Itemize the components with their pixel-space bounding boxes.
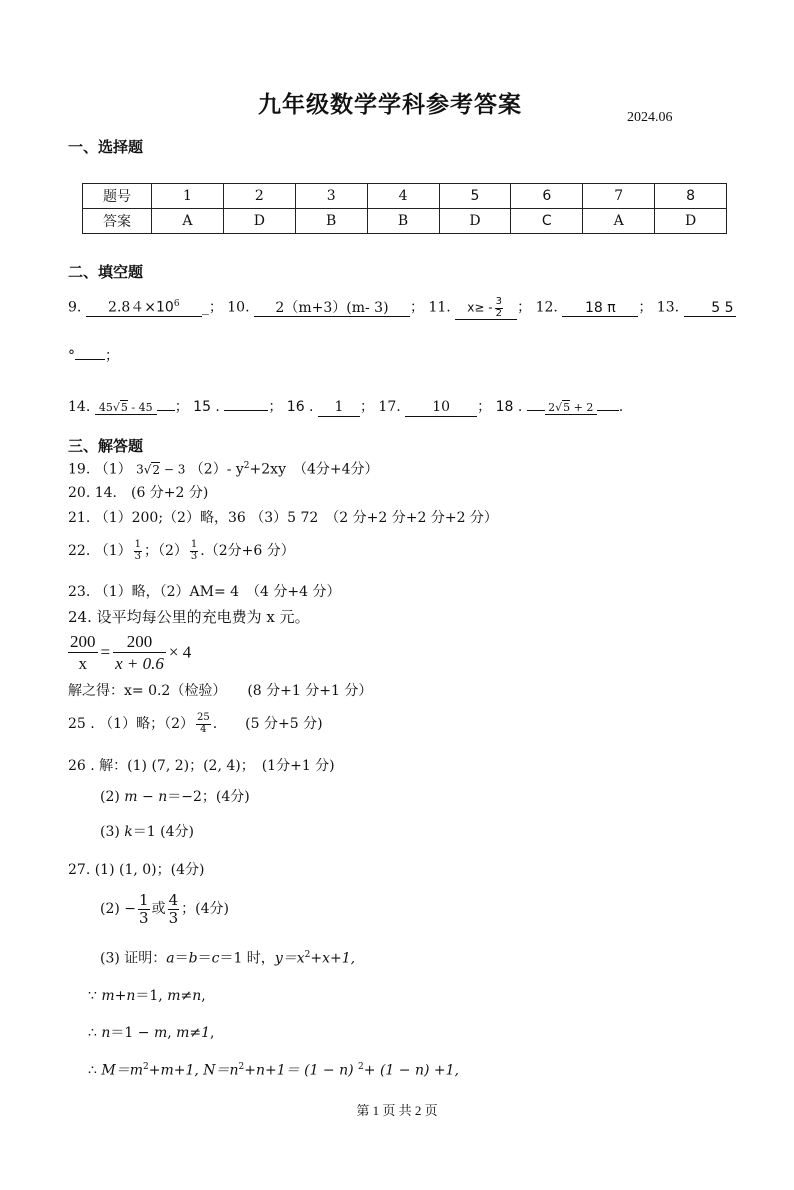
answer-text: ＝1 − [110, 1025, 154, 1041]
separator: ； [359, 399, 374, 415]
exponent: 2 [238, 1062, 245, 1072]
answer-text: .（2分+6 分） [200, 543, 295, 559]
fill-line-1-cont [68, 348, 119, 365]
fill-line-2 [68, 399, 623, 417]
answer-text: ∴ [88, 1025, 102, 1041]
denominator: x + 0.6 [115, 654, 164, 674]
answer-q17: 10 [405, 399, 477, 417]
exponent: 2 [243, 461, 250, 471]
answer-text: , [201, 988, 206, 1004]
fraction [168, 892, 180, 926]
answer-text: （2）- y [189, 461, 244, 478]
numerator: 25 [196, 712, 210, 723]
separator: . [618, 399, 624, 415]
fraction [495, 297, 503, 319]
answer-table [82, 183, 727, 234]
answer-q27-3 [100, 950, 355, 967]
answer-text: . (5 分+5 分) [212, 716, 323, 732]
answer-text: 3 [136, 462, 144, 477]
math-var: b [188, 950, 198, 967]
answer-q27-5 [88, 1025, 215, 1042]
radicand: 2 [152, 462, 161, 477]
answer-q21: 21. （1）200;（2）略，36 （3）5 72 （2 分+2 分+2 分+2 分） [68, 510, 498, 526]
answer-text: 25 . （1）略；（2） [68, 716, 194, 732]
section-fill: 二、填空题 [68, 263, 144, 281]
answer-text: ；(4分) [181, 901, 229, 917]
math-var: a [166, 950, 175, 967]
answer-q25 [68, 713, 323, 735]
exponent: 2 [142, 1062, 149, 1072]
answer-text: (2) − [100, 901, 137, 917]
page-date: 2024.06 [627, 110, 673, 125]
answer-text: +2xy （4分+4分） [249, 461, 379, 478]
answer-q27-2 [100, 892, 229, 926]
separator: ； [174, 399, 189, 415]
fill-line-1 [68, 297, 736, 320]
blank [157, 410, 175, 411]
table-cell: 1 [152, 184, 224, 209]
math-var: ＝m [115, 1062, 143, 1079]
answer-exponent: 6 [173, 298, 180, 309]
separator: ； [517, 299, 532, 316]
separator: ； [268, 399, 283, 415]
section-solve: 三、解答题 [68, 437, 144, 455]
math-var: y [274, 950, 283, 967]
answer-q20: 20. 14. (6 分+2 分) [68, 485, 209, 501]
blank [597, 410, 619, 411]
answer-text: 2 [548, 401, 556, 414]
math-var: c [211, 950, 220, 967]
blank [75, 359, 105, 360]
math-var: m≠1 [176, 1025, 211, 1041]
table-cell: A [583, 209, 655, 234]
math-var: m≠n [167, 988, 202, 1004]
question-number: 13. [656, 299, 680, 316]
math-var: k [124, 824, 133, 840]
math-var: ＝x [282, 950, 305, 967]
question-number: 15 . [193, 399, 220, 415]
table-row [83, 184, 727, 209]
table-cell: B [367, 209, 439, 234]
table-header-answer: 答案 [83, 209, 152, 234]
math-var: + (1 − n) +1, [363, 1062, 459, 1079]
answer-text: ＝1 时， [219, 950, 275, 967]
answer-q23: 23. （1）略，（2）AM= 4 （4 分+4 分） [68, 584, 341, 600]
answer-q26-1: 26 . 解：(1) (7, 2)；(2, 4)； (1分+1 分) [68, 758, 335, 774]
answer-q27-1: 27. (1) (1, 0)；(4分) [68, 862, 205, 878]
answer-text: ° [68, 348, 75, 364]
separator: ； [105, 348, 119, 364]
table-cell: D [655, 209, 727, 234]
answer-q27-6 [88, 1062, 459, 1079]
math-var: n [101, 1025, 111, 1041]
answer-text: ＝ [197, 950, 212, 967]
table-cell: 8 [655, 184, 727, 209]
question-number: 12. [535, 299, 558, 316]
question-number: 16 . [286, 399, 314, 415]
answer-q24-equation [68, 631, 191, 675]
denominator: 3 [134, 550, 141, 562]
answer-text: 45 [98, 401, 113, 414]
answer-q15 [224, 410, 268, 411]
answer-q18: 2√5 + 2 [545, 401, 597, 415]
fraction [68, 631, 98, 675]
math-var: +n+1＝ (1 − n) [244, 1062, 359, 1079]
answer-text: ＝1 (4分) [132, 824, 194, 840]
math-var: +x+1, [310, 950, 356, 967]
answer-q12: 18 π [562, 300, 638, 318]
answer-text: 22. （1） [68, 543, 132, 559]
answer-q27-4 [88, 988, 206, 1005]
answer-q24-text: 24. 设平均每公里的充电费为 x 元。 [68, 608, 310, 626]
question-number: 11. [428, 299, 451, 316]
numerator: 1 [190, 539, 198, 550]
denominator: x [78, 654, 87, 674]
table-header-question: 题号 [83, 184, 152, 209]
answer-text: 19. （1） [68, 461, 132, 478]
answer-q13: 5 5 [684, 300, 736, 318]
answer-text: ；（2） [144, 543, 188, 559]
table-cell: 2 [223, 184, 295, 209]
radicand: 5 [120, 401, 128, 414]
table-cell: 6 [511, 184, 583, 209]
answer-text: , [167, 1025, 177, 1041]
answer-q19 [68, 461, 379, 478]
fraction [113, 631, 166, 675]
answer-text: 或 [151, 901, 166, 917]
answer-text: ∵ [88, 988, 102, 1004]
numerator: 1 [134, 539, 141, 550]
radicand: 5 [563, 401, 571, 414]
math-var: m+n [101, 988, 136, 1004]
table-cell: D [223, 209, 295, 234]
answer-q16: 1 [318, 399, 360, 417]
table-cell: 5 [439, 184, 511, 209]
fraction [190, 540, 198, 562]
math-var: +m+1, [148, 1062, 204, 1079]
answer-q9 [86, 299, 202, 317]
answer-text: (2) [100, 789, 125, 805]
expression: 3√2 − 3 [136, 462, 186, 477]
answer-text: , [210, 1025, 215, 1041]
answer-text: ＝−2；(4分) [167, 789, 250, 805]
answer-text: (3) 证明： [100, 950, 167, 967]
answer-q26-3 [100, 824, 194, 841]
math-var: M [101, 1062, 116, 1079]
separator: ； [477, 399, 492, 415]
separator: _； [201, 299, 223, 316]
question-number: 10. [227, 299, 250, 316]
page-footer: 第 1 页 共 2 页 [356, 1103, 438, 1118]
answer-text: ＝1, [135, 988, 168, 1004]
question-number: 18 . [495, 399, 523, 415]
blank [527, 410, 545, 411]
separator: ； [638, 299, 653, 316]
page-title: 九年级数学学科参考答案 [258, 92, 522, 118]
denominator: 2 [495, 307, 502, 319]
denominator: 3 [139, 908, 149, 927]
question-number: 14. [68, 399, 91, 415]
answer-text: - [488, 300, 493, 315]
table-cell: 7 [583, 184, 655, 209]
answer-q22 [68, 540, 295, 562]
answer-q14: 45√5 - 45 [95, 401, 157, 415]
answer-q11 [455, 297, 517, 320]
table-cell: 4 [367, 184, 439, 209]
answer-text: 2.8４ [108, 299, 145, 316]
math-var: ＝n [215, 1062, 239, 1079]
answer-text: - 45 [127, 401, 153, 414]
separator: ； [409, 299, 424, 316]
numerator: 1 [139, 891, 149, 909]
math-var: m − n [124, 789, 168, 805]
answer-text: ＝ [174, 950, 189, 967]
answer-text: × 4 [168, 642, 192, 662]
answer-text: + 2 [570, 401, 594, 414]
numerator: 200 [68, 631, 98, 653]
answer-text: ∴ [88, 1062, 102, 1079]
exponent: 2 [358, 1062, 364, 1072]
answer-q24-solution: 解之得：x= 0.2（检验） (8 分+1 分+1 分） [68, 683, 373, 699]
fraction [138, 892, 150, 926]
table-cell: C [511, 209, 583, 234]
exponent: 2 [304, 950, 311, 960]
table-cell: A [152, 209, 224, 234]
section-choice: 一、选择题 [68, 138, 144, 156]
answer-text: x≥ [467, 300, 485, 315]
math-var: N [203, 1062, 216, 1079]
answer-text: (3) [100, 824, 125, 840]
math-var: m [153, 1025, 168, 1041]
denominator: 3 [168, 908, 179, 927]
table-cell: D [439, 209, 511, 234]
answer-text: − 3 [160, 462, 186, 477]
equals-sign: = [100, 642, 111, 662]
table-row [83, 209, 727, 234]
table-cell: B [295, 209, 367, 234]
table-cell: 3 [295, 184, 367, 209]
numerator: 3 [495, 296, 502, 307]
fraction [134, 540, 142, 562]
numerator: 4 [168, 891, 179, 909]
answer-q10: 2（m+3）(m- 3) [254, 300, 410, 318]
denominator: 3 [190, 550, 198, 562]
answer-q26-2 [100, 789, 250, 806]
question-number: 17. [378, 399, 401, 415]
denominator: 4 [200, 723, 207, 735]
answer-text: ×10 [144, 299, 174, 316]
fraction [196, 713, 211, 735]
numerator: 200 [113, 631, 166, 653]
question-number: 9. [68, 299, 82, 316]
